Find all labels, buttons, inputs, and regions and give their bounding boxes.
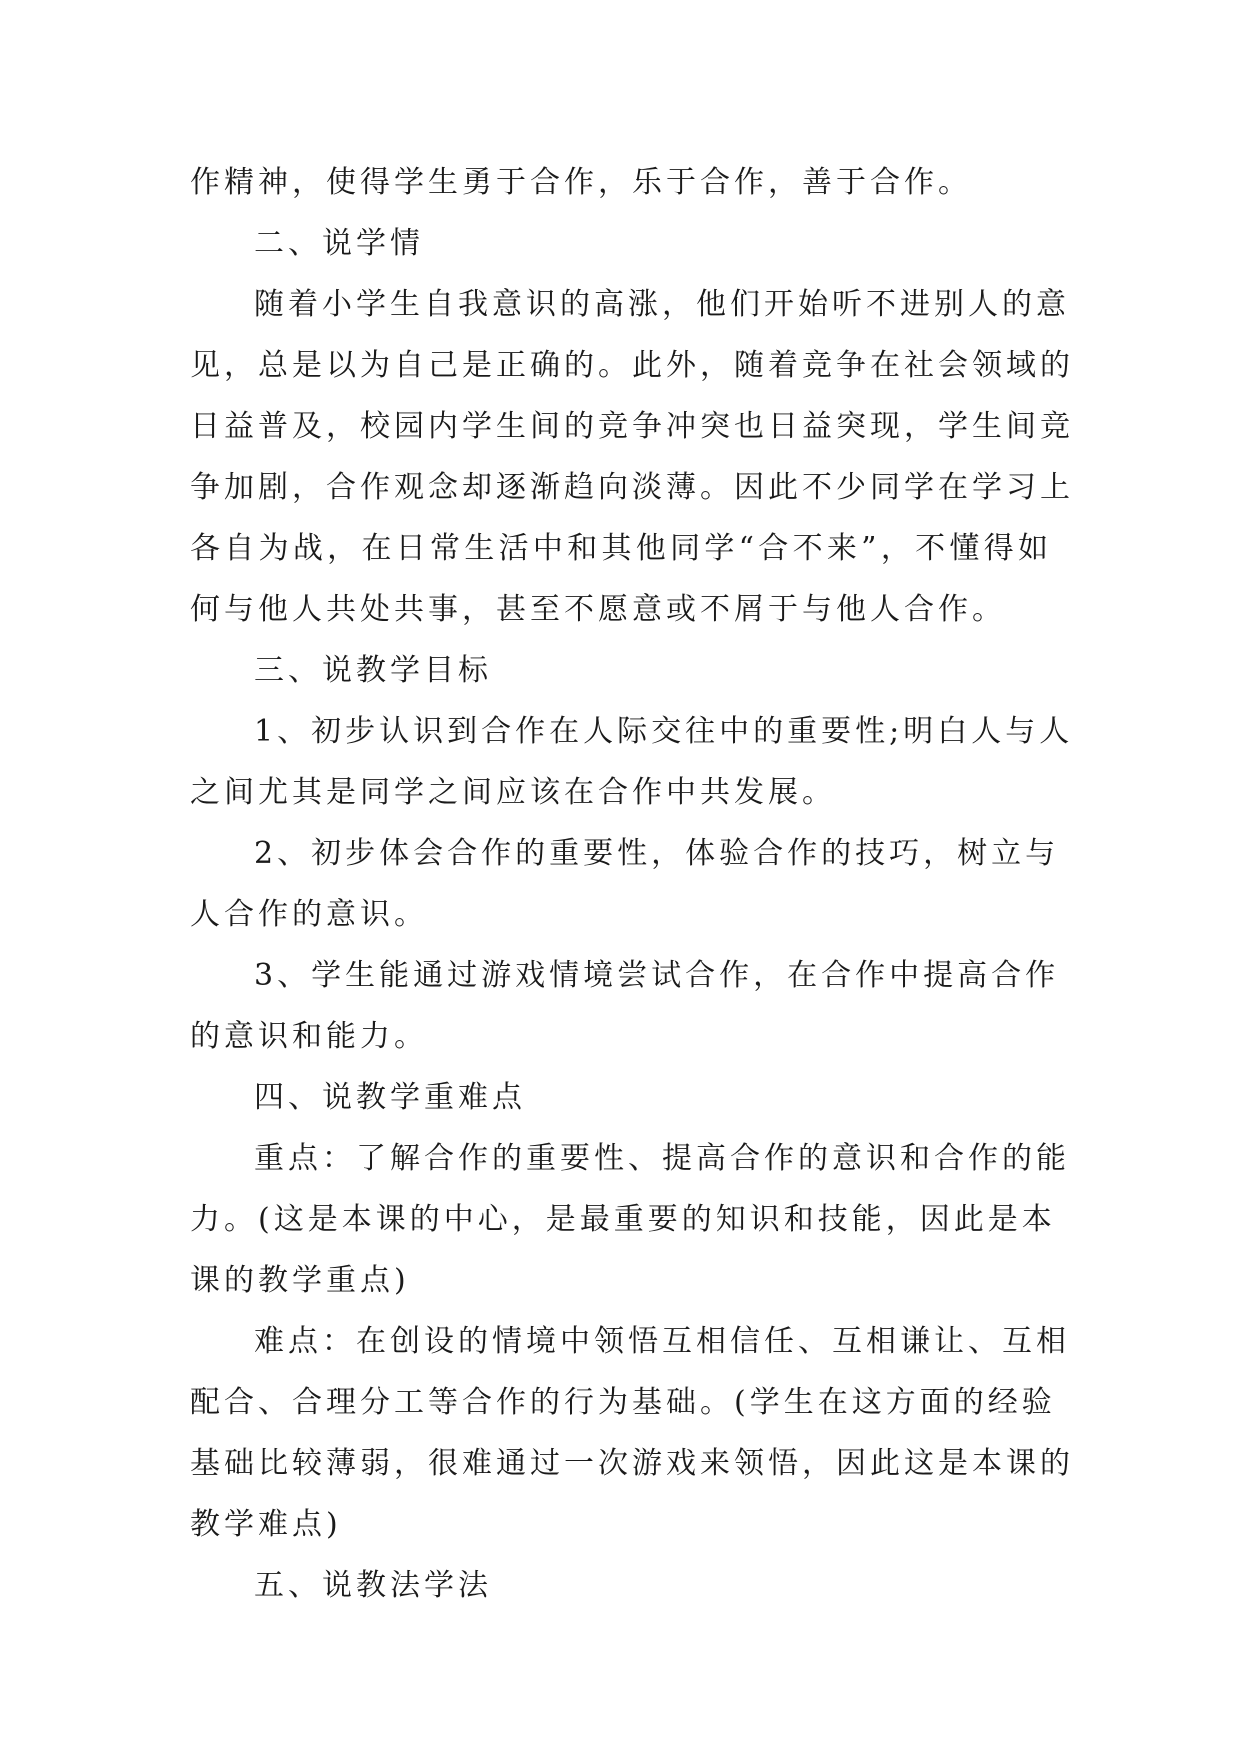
paragraph-line: 的意识和能力。: [190, 1019, 428, 1054]
paragraph-line: 1、初步认识到合作在人际交往中的重要性;明白人与人: [254, 714, 1074, 749]
paragraph-line: 争加剧，合作观念却逐渐趋向淡薄。因此不少同学在学习上: [190, 470, 1074, 505]
paragraph-line: 日益普及，校园内学生间的竞争冲突也日益突现，学生间竞: [190, 409, 1074, 444]
paragraph-line: 见，总是以为自己是正确的。此外，随着竞争在社会领域的: [190, 348, 1074, 383]
paragraph-line: 重点：了解合作的重要性、提高合作的意识和合作的能: [254, 1141, 1070, 1176]
paragraph-line: 之间尤其是同学之间应该在合作中共发展。: [190, 775, 836, 810]
section-heading-learning-situation: 二、说学情: [254, 226, 424, 261]
section-heading-teaching-methods: 五、说教法学法: [254, 1568, 492, 1603]
paragraph-line: 3、学生能通过游戏情境尝试合作，在合作中提高合作: [254, 958, 1060, 993]
paragraph-line: 随着小学生自我意识的高涨，他们开始听不进别人的意: [254, 287, 1070, 322]
paragraph-line: 人合作的意识。: [190, 897, 428, 932]
section-heading-teaching-goals: 三、说教学目标: [254, 653, 492, 688]
paragraph-line: 难点：在创设的情境中领悟互相信任、互相谦让、互相: [254, 1324, 1070, 1359]
paragraph-line: 作精神，使得学生勇于合作，乐于合作，善于合作。: [190, 165, 972, 200]
paragraph-line: 课的教学重点): [190, 1263, 410, 1298]
document-page: [190, 152, 1074, 1616]
paragraph-line: 基础比较薄弱，很难通过一次游戏来领悟，因此这是本课的: [190, 1446, 1074, 1481]
paragraph-line: 2、初步体会合作的重要性，体验合作的技巧，树立与: [254, 836, 1060, 871]
paragraph-line: 何与他人共处共事，甚至不愿意或不屑于与他人合作。: [190, 592, 1006, 627]
section-heading-key-difficult-points: 四、说教学重难点: [254, 1080, 526, 1115]
paragraph-line: 各自为战，在日常生活中和其他同学“合不来”，不懂得如: [190, 531, 1052, 566]
paragraph-line: 配合、合理分工等合作的行为基础。(学生在这方面的经验: [190, 1385, 1056, 1420]
paragraph-line: 教学难点): [190, 1507, 342, 1542]
paragraph-line: 力。(这是本课的中心，是最重要的知识和技能，因此是本: [190, 1202, 1056, 1237]
